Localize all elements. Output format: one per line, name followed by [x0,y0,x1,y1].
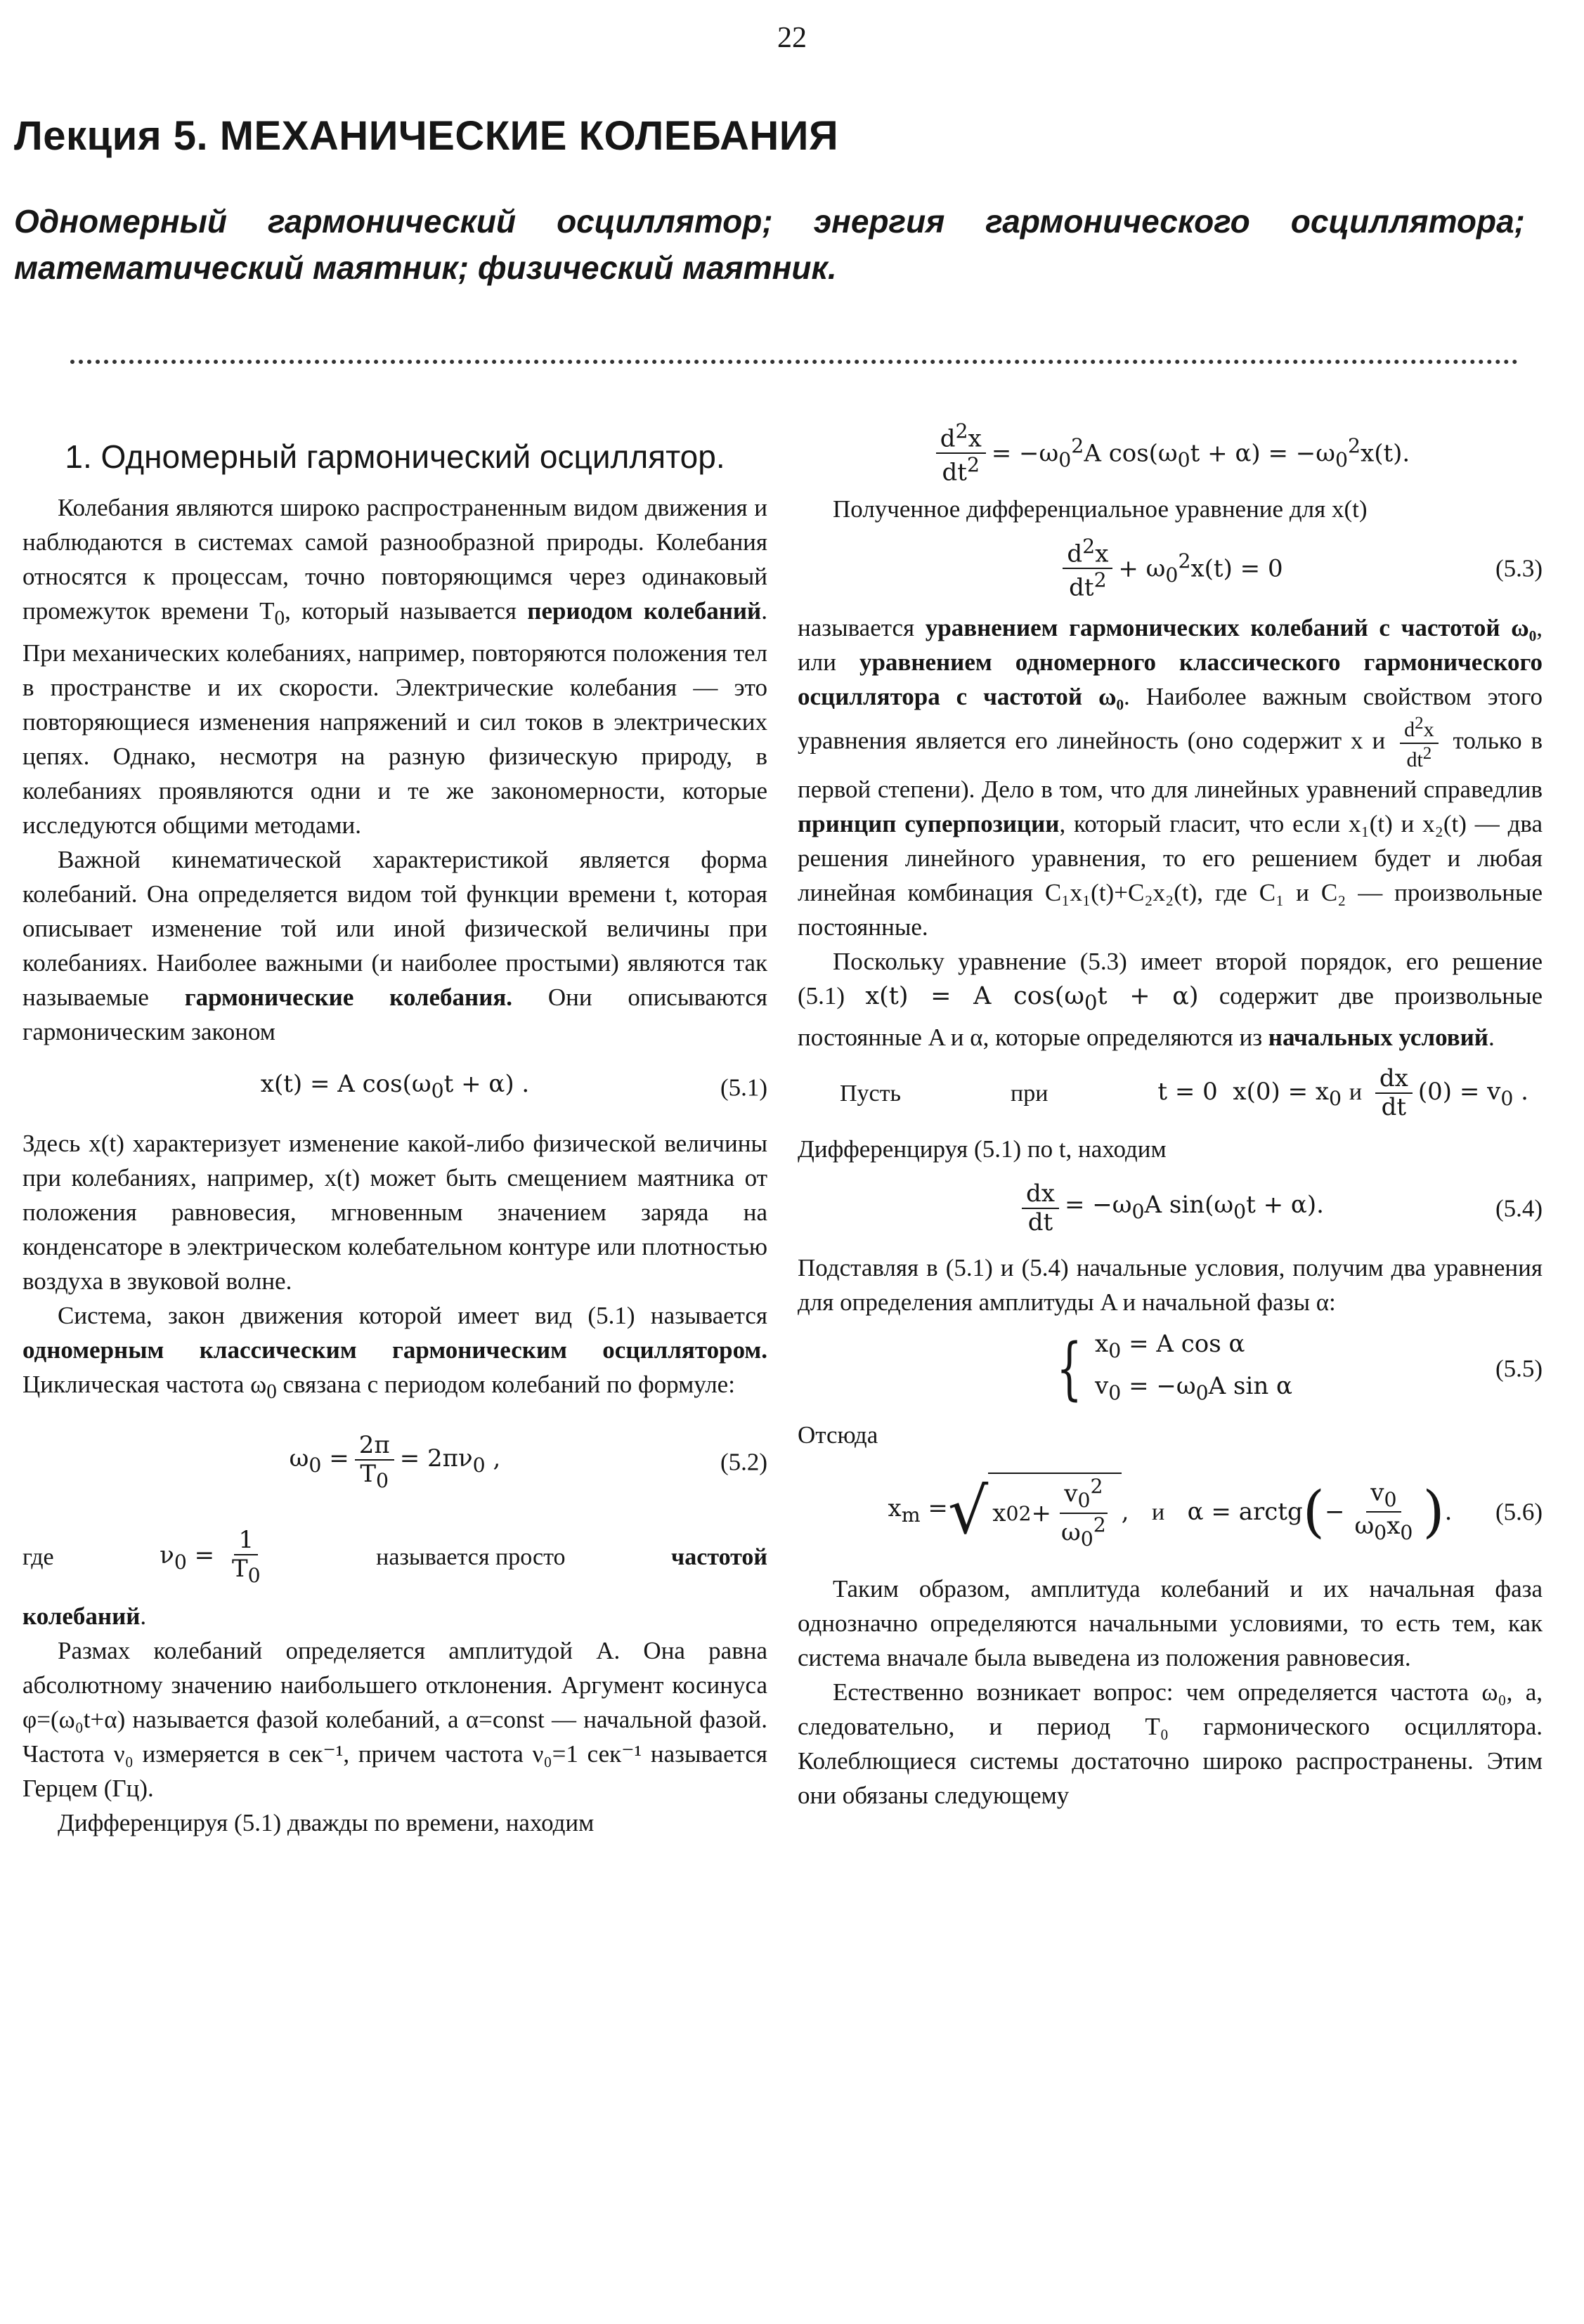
paragraph-r8: Таким образом, амплитуда колебаний и их начальная фаза однозначно определяются начальными условиями, то есть тем, как система вначале была выведена из положения равновесия. [798,1575,1543,1671]
paragraph-1: Колебания являются широко распространенным видом движения и наблюдаются в системах самой разнообразной природы. Колебания относятся к процессам, точно повторяющимся через одинаковый промежуток времени $T_0$, который называется периодом колебаний. При механических колебаниях, например, повторяются положения тел в пространстве и их скорости. Электрические колебания — это повторяющиеся изменения напряжений и сил токов в электрических цепях. Однако, несмотря на разную физическую природу, в колебаниях проявляются одни и те же закономерности, которые исследуются общими методами. [22,494,767,839]
paragraph-6: Размах колебаний определяется амплитудой A. Она равна абсолютному значению наибольшего отклонения. Аргумент косинуса φ=(ω₀t+α) называется фазой колебаний, а α=const — начальной фазой. Частота ν₀ измеряется в сек⁻¹, причем частота ν₀=1 сек⁻¹ называется Герцем (Гц). [22,1637,767,1802]
equation-5-1: x(t) = A $\cos(\omega_0t + \alpha)$ . (5.1) [22,1049,767,1126]
page-number: 22 [777,22,807,54]
equation-number: (5.4) [1495,1194,1543,1222]
initial-conditions: Пусть при t = 0 $x(0) = x_0$ и $\frac{dx}{dt}$ $(0) = v_0$ . [840,1064,1528,1121]
equation-number: (5.5) [1495,1354,1543,1383]
left-column [22,436,767,1840]
equation-number: (5.3) [1495,554,1543,582]
right-column [798,419,1543,1813]
equation-5-4: $\frac{dx}{dt}$ = $-\omega_0A$ $\sin(\omega_0t + \alpha)$. (5.4) [798,1166,1543,1251]
paragraph-r6: Подставляя в (5.1) и (5.4) начальные условия, получим два уравнения для определения амплитуды A и начальной фазы α: [798,1254,1543,1316]
second-derivative-equation: $\frac{d^2x}{dt^2}$ = $-\omega_0^2A$ $\cos(\omega_0t + \alpha) = -\omega_0^2x(t)$. [798,414,1543,492]
equation-number: (5.1) [720,1073,767,1102]
equation-number: (5.6) [1495,1498,1543,1526]
frequency-term: колебаний. [22,1602,147,1630]
paragraph-r1: Полученное дифференциальное уравнение для x(t) [833,495,1368,523]
equation-5-5: { $x_0 = A$ cos α $v_0 = -\omega_0A$ sin α (5.5) [1056,1329,1543,1408]
dotted-separator [70,360,1518,364]
section-heading: 1. Одномерный гармонический осциллятор. [65,438,725,475]
paragraph-2: Важной кинематической характеристикой является форма колебаний. Она определяется видом той функции времени t, которая описывает изменение той или иной физической величины при колебаниях. Наиболее важными (и наиболее простыми) являются так называемые гармонические колебания. Они описываются гармоническим законом [22,846,767,1045]
paragraph-r9: Естественно возникает вопрос: чем определяется частота ω₀, а, следовательно, и период T₀ гармонического осциллятора. Колеблющиеся системы достаточно широко распространены. Этим они обязаны следующему [798,1678,1543,1809]
equation-number: (5.2) [720,1448,767,1476]
lecture-title: Лекция 5. МЕХАНИЧЕСКИЕ КОЛЕБАНИЯ [14,113,839,159]
equation-5-2: $\omega_0$ = $\frac{2\pi}{T_0}$ = $2\pi\nu_0$ , (5.2) [289,1430,767,1492]
paragraph-r5: Дифференцируя (5.1) по t, находим [798,1135,1167,1163]
frequency-definition: где $\nu_0$ = $\frac{1}{T_0}$ называется просто частотой [22,1525,767,1587]
equation-5-6: $x_m$ = √ x 0 2 + $\frac{v_0^2}{\omega_0^2}$ , и α = arctg ( − $\frac{v_0}{\omega_0x_0}$ ) . (5.6) [798,1452,1543,1572]
equation-5-3: $\frac{d^2x}{dt^2}$ + $\omega_0^2x(t) = 0$ (5.3) [798,526,1543,611]
paragraph-r2: называется уравнением гармонических колебаний с частотой ω₀, или уравнением одномерного классического гармонического осциллятора с частотой ω₀. Наиболее важным свойством этого уравнения является его линейность (оно содержит x и $\frac{d^2x}{dt^2}$ только в первой степени). Дело в том, что для линейных уравнений справедлив принцип суперпозиции, который гласит, что если x₁(t) и x₂(t) — два решения линейного уравнения, то его решением будет и любая линейная комбинация C₁x₁(t)+C₂x₂(t), где C₁ и C₂ — произвольные постоянные. [798,614,1543,941]
paragraph-4: Система, закон движения которой имеет вид (5.1) называется одномерным классическим гармоническим осциллятором. Циклическая частота $\omega_0$ связана с периодом колебаний по формуле: [22,1302,767,1403]
paragraph-7: Дифференцируя (5.1) дважды по времени, находим [58,1809,595,1836]
paragraph-r7: Отсюда [798,1421,878,1449]
paragraph-3: Здесь x(t) характеризует изменение какой-либо физической величины при колебаниях, например, x(t) может быть смещением маятника от положения равновесия, мгновенным значением заряда на конденсаторе в электрическом колебательном контуре или плотностью воздуха в звуковой волне. [22,1130,767,1295]
paragraph-r3: Поскольку уравнение (5.3) имеет второй порядок, его решение (5.1) x(t) = A $\cos(\omega_0t + \alpha)$ содержит две произвольные постоянные A и α, которые определяются из начальных условий. [798,948,1543,1051]
lecture-subtitle: Одномерный гармонический осциллятор; энергия гармонического осциллятора; математический маятник; физический маятник. [14,203,1525,286]
